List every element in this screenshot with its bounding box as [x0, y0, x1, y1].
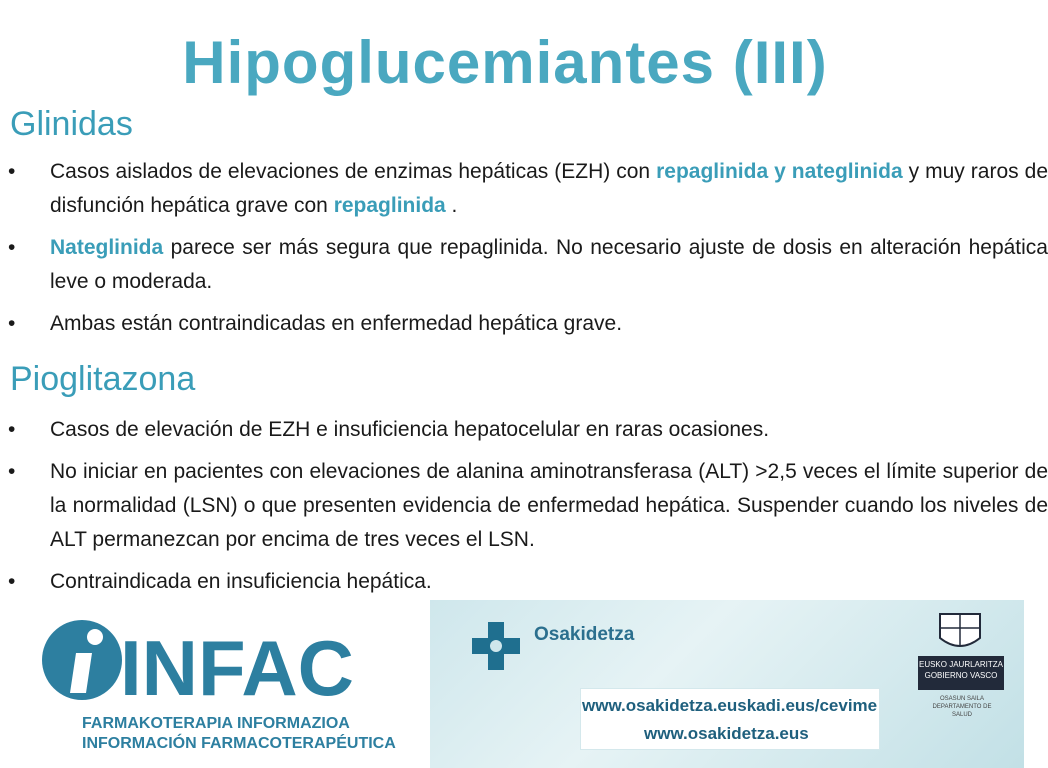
infac-logo [40, 615, 370, 712]
bullet-text: y muy raros de disfunción hepática grave con [50, 160, 1048, 217]
highlighted-term: Nateglinida [50, 236, 164, 259]
bullet-text: Contraindicada en insuficiencia hepática. [50, 570, 432, 593]
osakidetza-name: Osakidetza [534, 624, 635, 645]
bullet-item [8, 307, 1048, 341]
bullet-item [8, 413, 1048, 447]
bullet-text: Casos de elevación de EZH e insuficiencia hepatocelular en raras ocasiones. [50, 418, 770, 441]
page-title: Hipoglucemiantes (III) [182, 29, 828, 96]
bullet-dot: • [8, 236, 16, 259]
bullet-text: Ambas están contraindicadas en enfermedad hepática grave. [50, 312, 623, 335]
bullet-text: parece ser más segura que repaglinida. No necesario ajuste de dosis en alteración hepática leve o moderada. [50, 236, 1048, 293]
infac-subtitle-basque: FARMAKOTERAPIA INFORMAZIOA [82, 715, 350, 732]
bullet-dot: • [8, 418, 16, 441]
basque-government-label: EUSKO JAURLARITZA GOBIERNO VASCO [918, 656, 1004, 690]
bullet-item [8, 565, 1048, 599]
highlighted-term: repaglinida y nateglinida [656, 160, 903, 183]
infac-subtitle-spanish: INFORMACIÓN FARMACOTERAPÉUTICA [82, 735, 396, 752]
link-cevime-url[interactable]: www.osakidetza.euskadi.eus/cevime [582, 696, 878, 715]
basque-government-shield-icon [930, 610, 990, 654]
section-heading-glinidas: Glinidas [10, 105, 133, 143]
infac-logo-text: INFAC [120, 624, 354, 712]
link-osakidetza-url[interactable]: www.osakidetza.eus [644, 724, 809, 743]
bullet-text: Casos aislados de elevaciones de enzimas hepáticas (EZH) con [50, 160, 657, 183]
bullet-item [8, 455, 1048, 557]
footer-osakidetza [430, 600, 1024, 768]
health-department-label: OSASUN SAILA DEPARTAMENTO DE SALUD [932, 696, 992, 718]
bullet-dot: • [8, 160, 16, 183]
bullet-dot: • [8, 460, 16, 483]
bullet-text: No iniciar en pacientes con elevaciones de alanina aminotransferasa (ALT) >2,5 veces el límite superior de la normalidad (LSN) o que presenten evidencia de enfermedad hepática. Suspender cuando los niveles de ALT permanezcan por encima de tres veces el LSN. [50, 460, 1048, 551]
bullet-dot: • [8, 312, 16, 335]
bullet-item [8, 231, 1048, 299]
footer-infac [0, 600, 430, 768]
bullet-list-pioglitazona [8, 413, 1048, 607]
highlighted-term: repaglinida [333, 194, 446, 217]
osakidetza-cross-icon [470, 620, 522, 672]
bullet-dot: • [8, 570, 16, 593]
bullet-item [8, 155, 1048, 223]
bullet-list-glinidas [8, 155, 1048, 349]
section-heading-pioglitazona: Pioglitazona [10, 360, 196, 398]
bullet-text: . [445, 194, 458, 217]
